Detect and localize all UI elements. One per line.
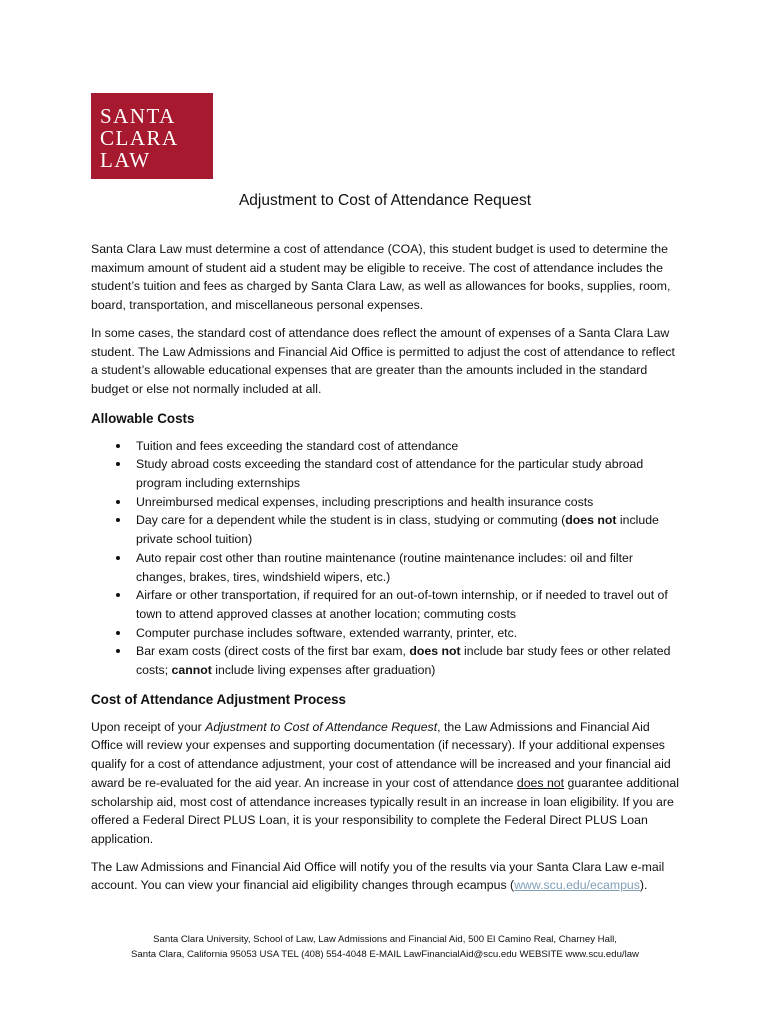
emphasis-text: does not	[409, 644, 461, 659]
underlined-text: does not	[516, 775, 565, 790]
paragraph-text: , the Law Admissions and Financial Aid Office will review your expenses and supporting documentation (if necessary). If your additional expenses qualify for a cost of attendance adjustment, your cost of attendance will be increased and your financial aid award be re-evaluated for the aid year. An increase in your cost of attendance	[91, 719, 671, 790]
emphasis-text: does not	[565, 513, 617, 528]
document-body	[91, 240, 683, 904]
allowable-costs-list	[91, 437, 683, 680]
paragraph-text: The Law Admissions and Financial Aid Office will notify you of the results via your Santa Clara Law e-mail account. You can view your financial aid eligibility changes through ecampus (	[91, 859, 665, 893]
form-name-italic: Adjustment to Cost of Attendance Request	[205, 719, 438, 734]
list-item: Study abroad costs exceeding the standard cost of attendance for the particular study abroad program including externships	[136, 455, 683, 492]
intro-paragraph-2: In some cases, the standard cost of attendance does reflect the amount of expenses of a Santa Clara Law student. The Law Admissions and Financial Aid Office is permitted to adjust the cost of attendance to reflect a student’s allowable educational expenses that are greater than the amounts included in the standard budget or else not normally included at all.	[91, 325, 675, 396]
list-item	[136, 511, 683, 548]
process-paragraph-1	[91, 718, 683, 849]
process-heading: Cost of Attendance Adjustment Process	[91, 691, 346, 707]
logo-line-2: CLARA	[100, 126, 179, 150]
list-item: Auto repair cost other than routine maintenance (routine maintenance includes: oil and filter changes, brakes, tires, windshield wipers, etc.)	[136, 549, 683, 586]
paragraph-text: Upon receipt of your	[91, 719, 206, 734]
list-item: Airfare or other transportation, if required for an out-of-town internship, or if needed to travel out of town to attend approved classes at another location; commuting costs	[136, 586, 683, 623]
emphasis-text: cannot	[171, 663, 212, 678]
santa-clara-law-logo	[91, 93, 213, 179]
list-item: Unreimbursed medical expenses, including prescriptions and health insurance costs	[136, 493, 683, 512]
intro-paragraph-1: Santa Clara Law must determine a cost of attendance (COA), this student budget is used to determine the maximum amount of student aid a student may be eligible to receive. The cost of attendance includes the student’s tuition and fees as charged by Santa Clara Law, as well as allowances for books, supplies, room, board, transportation, and miscellaneous personal expenses.	[91, 242, 671, 313]
logo-line-3: LAW	[100, 148, 151, 172]
item-text: include living expenses after graduation)	[211, 663, 436, 678]
footer-line-2: Santa Clara, California 95053 USA TEL (408) 554-4048 E-MAIL LawFinancialAid@scu.edu WEBSITE www.scu.edu/law	[131, 949, 639, 960]
ecampus-link[interactable]: www.scu.edu/ecampus	[514, 878, 640, 893]
logo-line-1: SANTA	[100, 104, 176, 128]
list-item: Computer purchase includes software, extended warranty, printer, etc.	[136, 624, 683, 643]
footer-line-1: Santa Clara University, School of Law, Law Admissions and Financial Aid, 500 El Camino Real, Charney Hall,	[153, 934, 617, 945]
document-title: Adjustment to Cost of Attendance Request	[238, 192, 532, 209]
item-text: include bar study fees or other related costs;	[136, 644, 671, 678]
item-text: Day care for a dependent while the student is in class, studying or commuting (	[136, 513, 566, 528]
process-paragraph-2	[91, 858, 683, 895]
item-text: include private school tuition)	[136, 513, 659, 547]
allowable-costs-heading: Allowable Costs	[91, 410, 195, 426]
paragraph-text: ).	[639, 878, 648, 893]
footer-contact	[0, 932, 770, 962]
item-text: Bar exam costs (direct costs of the first bar exam,	[136, 644, 410, 659]
list-item: Tuition and fees exceeding the standard cost of attendance	[136, 437, 683, 456]
list-item	[136, 642, 683, 679]
paragraph-text: guarantee additional scholarship aid, most cost of attendance increases typically result in an increase in loan eligibility. If you are offered a Federal Direct PLUS Loan, it is your responsibility to complete the Federal Direct PLUS Loan application.	[91, 775, 679, 846]
